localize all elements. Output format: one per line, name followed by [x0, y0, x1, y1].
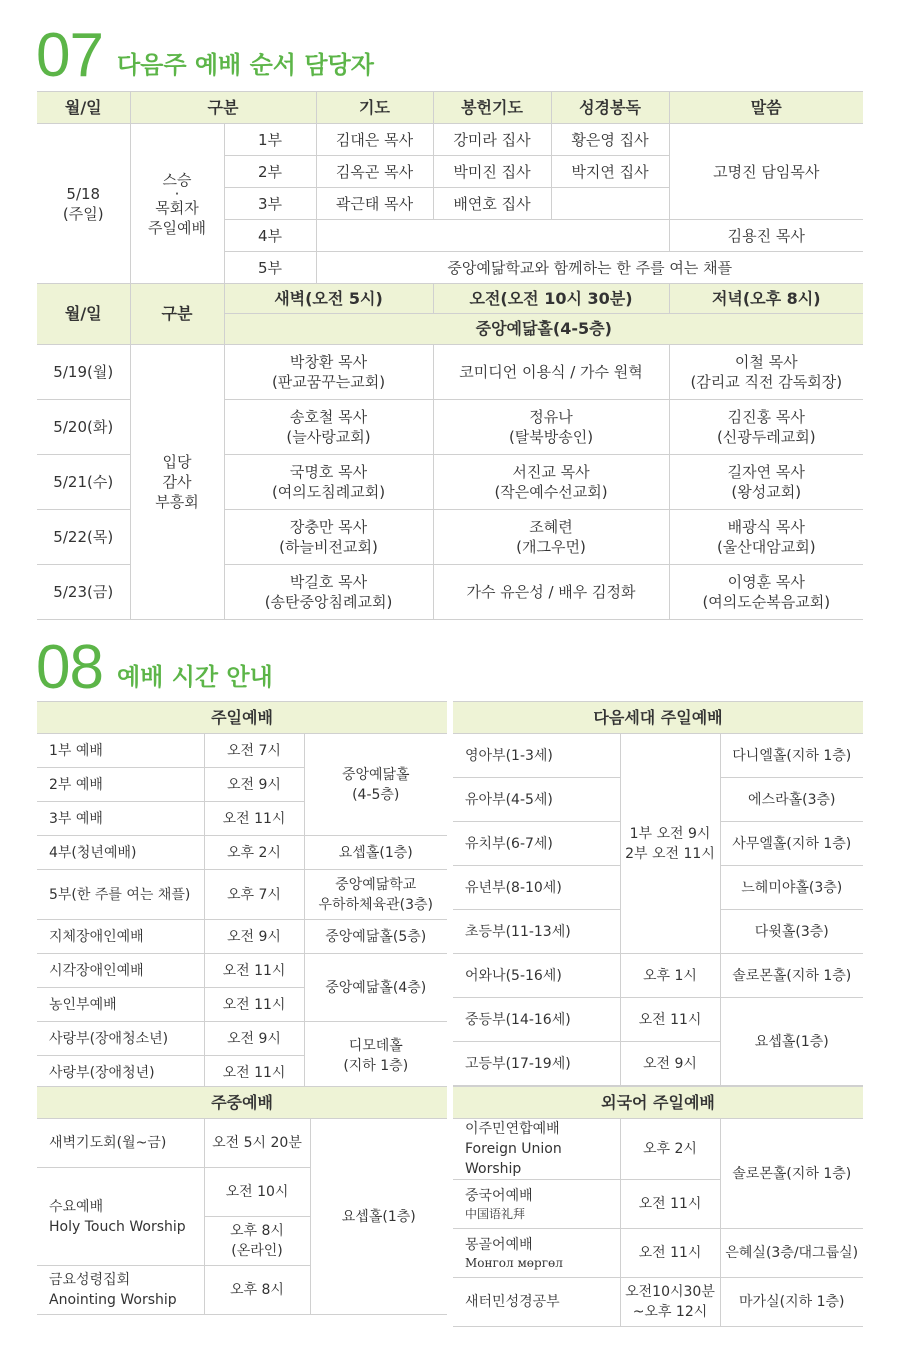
sermon-cell: 김용진 목사 [669, 220, 863, 252]
nextgen-worship-table [453, 701, 863, 1086]
sunday-kind: 스승 · 목회자 주일예배 [130, 124, 224, 284]
revival-header-date: 월/일 [37, 284, 130, 345]
service-name: 새벽기도회(월~금) [37, 1119, 204, 1168]
service-name: 4부(청년예배) [37, 836, 204, 870]
service-time: 오전 11시 [620, 1229, 720, 1278]
dept-name: 초등부(11-13세) [453, 910, 620, 954]
service-place: 중앙예닮홀(4층) [304, 954, 447, 1022]
dept-time: 오전 9시 [620, 1042, 720, 1086]
service-time: 오후 7시 [204, 870, 304, 920]
service-place: 중앙예닮학교 우하하체육관(3층) [304, 870, 447, 920]
service-time: 오후 2시 [204, 836, 304, 870]
dept-time: 오후 1시 [620, 954, 720, 998]
dept-place: 다니엘홀(지하 1층) [720, 734, 863, 778]
header-prayer: 기도 [316, 92, 433, 124]
sunday-worship-header: 주일예배 [37, 702, 447, 734]
service-time: 오후 2시 [620, 1119, 720, 1180]
revival-dawn: 국명호 목사 (여의도침례교회) [224, 455, 433, 510]
weekday-worship-table [37, 1086, 447, 1315]
service-time: 오전 11시 [204, 1056, 304, 1090]
service-place: 중앙예닮홀(5층) [304, 920, 447, 954]
service-name: 농인부예배 [37, 988, 204, 1022]
revival-morning: 가수 유은성 / 배우 김정화 [433, 565, 669, 620]
revival-evening: 김진홍 목사 (신광두레교회) [669, 400, 863, 455]
service-name: 중국어예배 中国语礼拜 [453, 1180, 620, 1229]
dept-name: 어와나(5-16세) [453, 954, 620, 998]
prayer-cell: 김옥곤 목사 [316, 156, 433, 188]
dept-place: 솔로몬홀(지하 1층) [720, 954, 863, 998]
service-name: 3부 예배 [37, 802, 204, 836]
service-time: 오전 11시 [204, 954, 304, 988]
reading-cell [551, 188, 669, 220]
service-name: 2부 예배 [37, 768, 204, 802]
weekday-worship-header: 주중예배 [37, 1087, 447, 1119]
service-name: 이주민연합예배 Foreign Union Worship [453, 1119, 620, 1180]
service-time: 오전 9시 [204, 768, 304, 802]
revival-morning: 정유나 (탈북방송인) [433, 400, 669, 455]
revival-date: 5/19(월) [37, 345, 130, 400]
revival-date: 5/22(목) [37, 510, 130, 565]
service-name: 1부 예배 [37, 734, 204, 768]
service-time: 오전 7시 [204, 734, 304, 768]
dept-time: 오전 11시 [620, 998, 720, 1042]
empty-cell [316, 220, 669, 252]
revival-morning: 코미디언 이용식 / 가수 원혁 [433, 345, 669, 400]
revival-evening: 길자연 목사 (왕성교회) [669, 455, 863, 510]
sunday-date: 5/18 (주일) [37, 124, 130, 284]
part-cell: 2부 [224, 156, 316, 188]
dept-name: 유아부(4-5세) [453, 778, 620, 822]
revival-date: 5/23(금) [37, 565, 130, 620]
service-name: 사랑부(장애청년) [37, 1056, 204, 1090]
prayer-cell: 곽근태 목사 [316, 188, 433, 220]
offering-cell: 배연호 집사 [433, 188, 551, 220]
dept-name: 유치부(6-7세) [453, 822, 620, 866]
service-name: 수요예배 Holy Touch Worship [37, 1168, 204, 1266]
service-time: 오전 10시 [204, 1168, 310, 1217]
foreign-worship-header: 외국어 주일예배 [453, 1087, 863, 1119]
sermon-cell: 고명진 담임목사 [669, 124, 863, 220]
service-time: 오전 9시 [204, 1022, 304, 1056]
section-number: 07 [36, 21, 103, 90]
dept-place: 다윗홀(3층) [720, 910, 863, 954]
dept-time: 1부 오전 9시 2부 오전 11시 [620, 734, 720, 954]
service-place: 마가실(지하 1층) [720, 1278, 863, 1327]
header-kind: 구분 [130, 92, 316, 124]
revival-header-kind: 구분 [130, 284, 224, 345]
revival-date: 5/21(수) [37, 455, 130, 510]
service-time: 오후 8시 [204, 1266, 310, 1315]
dept-place: 사무엘홀(지하 1층) [720, 822, 863, 866]
service-place: 중앙예닮홀 (4-5층) [304, 734, 447, 836]
revival-header-venue: 중앙예닮홀(4-5층) [224, 314, 863, 345]
section-title: 다음주 예배 순서 담당자 [116, 51, 374, 79]
service-name: 새터민성경공부 [453, 1278, 620, 1327]
worship-order-table [37, 91, 863, 620]
revival-kind: 입당 감사 부흥회 [130, 345, 224, 620]
service-name: 지체장애인예배 [37, 920, 204, 954]
revival-dawn: 장충만 목사 (하늘비전교회) [224, 510, 433, 565]
sunday-worship-table [37, 701, 447, 1090]
service-place: 요셉홀(1층) [310, 1119, 447, 1315]
service-time: 오전 11시 [620, 1180, 720, 1229]
service-name: 시각장애인예배 [37, 954, 204, 988]
revival-header-evening: 저녁(오후 8시) [669, 284, 863, 314]
part-cell: 1부 [224, 124, 316, 156]
section-title: 예배 시간 안내 [116, 663, 273, 691]
chapel-cell: 중앙예닮학교와 함께하는 한 주를 여는 채플 [316, 252, 863, 284]
part-cell: 4부 [224, 220, 316, 252]
reading-cell: 박지연 집사 [551, 156, 669, 188]
dept-name: 중등부(14-16세) [453, 998, 620, 1042]
nextgen-worship-header: 다음세대 주일예배 [453, 702, 863, 734]
offering-cell: 강미라 집사 [433, 124, 551, 156]
dept-name: 유년부(8-10세) [453, 866, 620, 910]
header-offering: 봉헌기도 [433, 92, 551, 124]
dept-place: 요셉홀(1층) [720, 998, 863, 1086]
part-cell: 5부 [224, 252, 316, 284]
header-reading: 성경봉독 [551, 92, 669, 124]
service-place: 요셉홀(1층) [304, 836, 447, 870]
revival-header-morning: 오전(오전 10시 30분) [433, 284, 669, 314]
revival-evening: 배광식 목사 (울산대암교회) [669, 510, 863, 565]
service-time: 오전 11시 [204, 802, 304, 836]
prayer-cell: 김대은 목사 [316, 124, 433, 156]
foreign-worship-table [453, 1086, 863, 1327]
revival-header-dawn: 새벽(오전 5시) [224, 284, 433, 314]
dept-place: 느헤미야홀(3층) [720, 866, 863, 910]
service-place: 디모데홀 (지하 1층) [304, 1022, 447, 1090]
revival-evening: 이영훈 목사 (여의도순복음교회) [669, 565, 863, 620]
revival-morning: 서진교 목사 (작은예수선교회) [433, 455, 669, 510]
service-place: 솔로몬홀(지하 1층) [720, 1119, 863, 1229]
reading-cell: 황은영 집사 [551, 124, 669, 156]
service-time: 오전10시30분 ~오후 12시 [620, 1278, 720, 1327]
section-number: 08 [36, 633, 103, 702]
service-time: 오전 11시 [204, 988, 304, 1022]
offering-cell: 박미진 집사 [433, 156, 551, 188]
revival-dawn: 송호철 목사 (늘사랑교회) [224, 400, 433, 455]
section-07-heading [36, 21, 374, 90]
service-name: 5부(한 주를 여는 채플) [37, 870, 204, 920]
service-time: 오후 8시 (온라인) [204, 1217, 310, 1266]
service-name: 사랑부(장애청소년) [37, 1022, 204, 1056]
revival-dawn: 박창환 목사 (판교꿈꾸는교회) [224, 345, 433, 400]
service-name: 몽골어예배 Монгол мөргөл [453, 1229, 620, 1278]
header-date: 월/일 [37, 92, 130, 124]
dept-name: 고등부(17-19세) [453, 1042, 620, 1086]
part-cell: 3부 [224, 188, 316, 220]
dept-name: 영아부(1-3세) [453, 734, 620, 778]
header-sermon: 말씀 [669, 92, 863, 124]
revival-evening: 이철 목사 (감리교 직전 감독회장) [669, 345, 863, 400]
dept-place: 에스라홀(3층) [720, 778, 863, 822]
service-time: 오전 5시 20분 [204, 1119, 310, 1168]
section-08-heading [36, 633, 273, 702]
revival-morning: 조혜련 (개그우먼) [433, 510, 669, 565]
service-name: 금요성령집회 Anointing Worship [37, 1266, 204, 1315]
service-time: 오전 9시 [204, 920, 304, 954]
revival-date: 5/20(화) [37, 400, 130, 455]
revival-dawn: 박길호 목사 (송탄중앙침례교회) [224, 565, 433, 620]
service-place: 은혜실(3층/대그룹실) [720, 1229, 863, 1278]
